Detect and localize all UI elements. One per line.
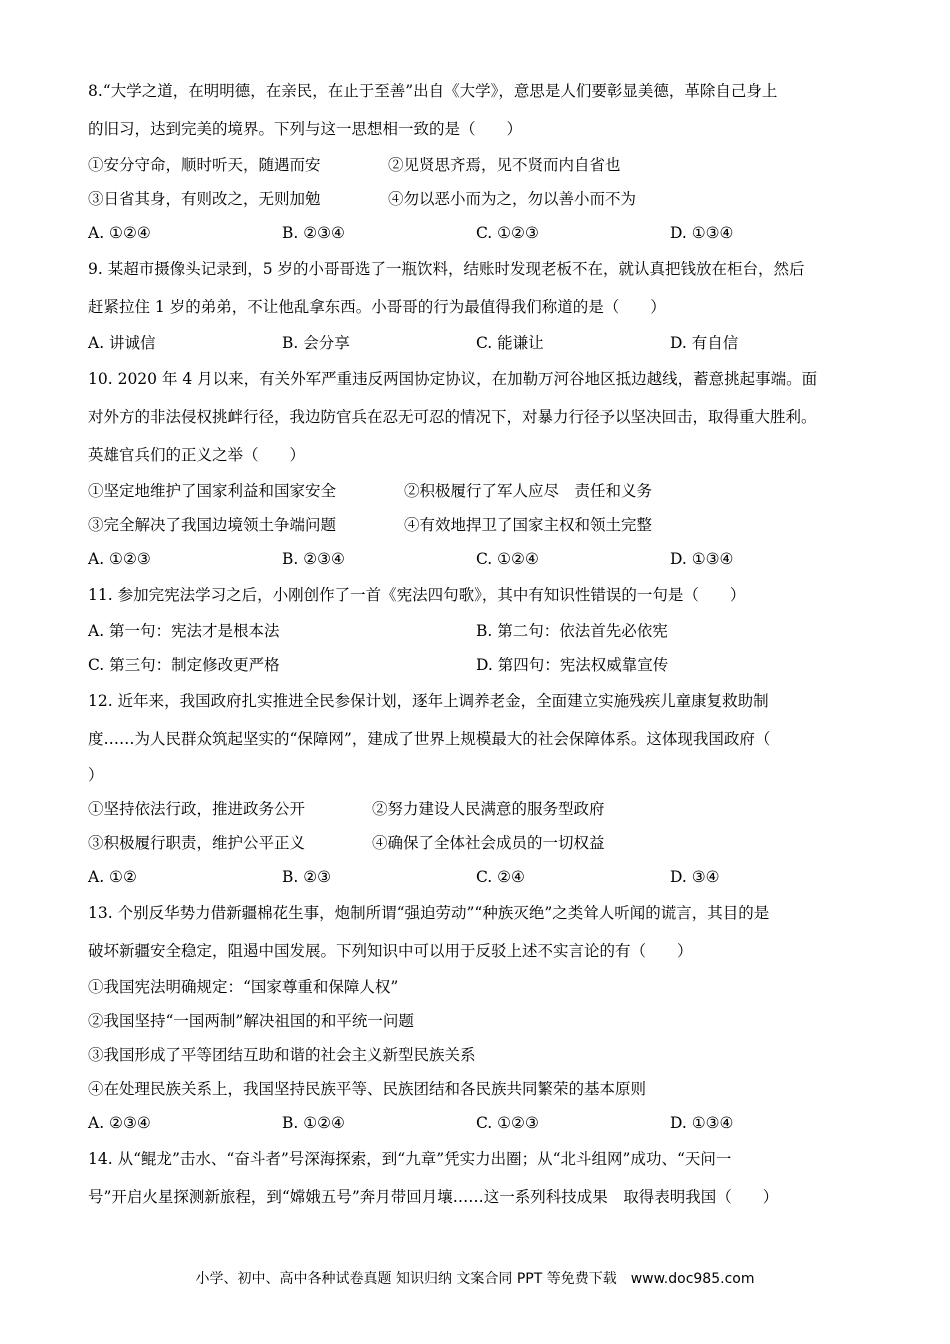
option-a: A. ①② xyxy=(88,868,137,886)
options-row xyxy=(88,860,868,894)
statement-2: ②见贤思齐焉，见不贤而内自省也 xyxy=(388,156,621,174)
option-d: D. 第四句：宪法权威靠宣传 xyxy=(476,656,669,674)
option-a: A. ②③④ xyxy=(88,1114,151,1132)
question-11 xyxy=(88,576,868,682)
question-stem: 破坏新疆安全稳定，阻遏中国发展。下列知识中可以用于反驳上述不实言论的有（ ） xyxy=(88,942,693,960)
question-stem: 13. 个别反华势力借新疆棉花生事，炮制所谓“强迫劳动”“种族灭绝”之类耸人听闻的谎言，其目的是 xyxy=(88,904,770,922)
option-c: C. 能谦让 xyxy=(476,334,544,352)
options-row xyxy=(88,648,868,682)
statement-2: ②努力建设人民满意的服务型政府 xyxy=(372,800,605,818)
statement-1: ①坚定地维护了国家利益和国家安全 xyxy=(88,482,337,500)
question-stem: 英雄官兵们的正义之举（ ） xyxy=(88,446,306,464)
question-8 xyxy=(88,72,868,250)
option-d: D. ①③④ xyxy=(670,1114,734,1132)
option-b: B. ②③④ xyxy=(282,224,345,242)
options-row xyxy=(88,326,868,360)
statement-2: ②我国坚持“一国两制”解决祖国的和平统一问题 xyxy=(88,1012,414,1030)
option-b: B. ①②④ xyxy=(282,1114,345,1132)
question-stem: 赶紧拉住 1 岁的弟弟，不让他乱拿东西。小哥哥的行为最值得我们称道的是（ ） xyxy=(88,298,666,316)
question-10 xyxy=(88,360,868,576)
option-b: B. ②③ xyxy=(282,868,332,886)
question-stem: 号”开启火星探测新旅程，到“嫦娥五号”奔月带回月壤……这一系列科技成果 取得表明我国（ ） xyxy=(88,1188,779,1206)
option-c: C. ①②④ xyxy=(476,550,539,568)
option-c: C. ②④ xyxy=(476,868,525,886)
options-row xyxy=(88,216,868,250)
question-9 xyxy=(88,250,868,360)
statement-row xyxy=(88,826,868,860)
question-13 xyxy=(88,894,868,1140)
option-a: A. 第一句：宪法才是根本法 xyxy=(88,622,280,640)
statement-1: ①坚持依法行政，推进政务公开 xyxy=(88,800,306,818)
option-a: A. 讲诚信 xyxy=(88,334,156,352)
question-stem: 9. 某超市摄像头记录到，5 岁的小哥哥选了一瓶饮料，结账时发现老板不在，就认真把钱放在柜台，然后 xyxy=(88,260,805,278)
question-stem: 10. 2020 年 4 月以来，有关外军严重违反两国协定协议，在加勒万河谷地区抵边越线，蓄意挑起事端。面 xyxy=(88,370,818,388)
statement-3: ③积极履行职责，维护公平正义 xyxy=(88,834,306,852)
question-stem: 14. 从“鲲龙”击水、“奋斗者”号深海探索，到“九章”凭实力出圈；从“北斗组网”成功、“天问一 xyxy=(88,1150,732,1168)
statement-row xyxy=(88,474,868,508)
statement-row xyxy=(88,508,868,542)
statement-4: ④在处理民族关系上，我国坚持民族平等、民族团结和各民族共同繁荣的基本原则 xyxy=(88,1080,647,1098)
option-b: B. 会分享 xyxy=(282,334,350,352)
option-b: B. ②③④ xyxy=(282,550,345,568)
statement-1: ①安分守命，顺时听天，随遇而安 xyxy=(88,156,321,174)
question-stem: 11. 参加完宪法学习之后，小刚创作了一首《宪法四句歌》，其中有知识性错误的一句是（ ） xyxy=(88,586,746,604)
option-a: A. ①②③ xyxy=(88,550,151,568)
page-footer: 小学、初中、高中各种试卷真题 知识归纳 文案合同 PPT 等免费下载 www.doc985.com xyxy=(195,1271,755,1287)
option-d: D. 有自信 xyxy=(670,334,739,352)
statement-3: ③我国形成了平等团结互助和谐的社会主义新型民族关系 xyxy=(88,1046,476,1064)
statement-4: ④确保了全体社会成员的一切权益 xyxy=(372,834,605,852)
option-b: B. 第二句：依法首先必依宪 xyxy=(476,622,668,640)
options-row xyxy=(88,614,868,648)
statement-3: ③日省其身，有则改之，无则加勉 xyxy=(88,190,321,208)
options-row xyxy=(88,1106,868,1140)
option-c: C. ①②③ xyxy=(476,224,539,242)
statement-4: ④勿以恶小而为之，勿以善小而不为 xyxy=(388,190,637,208)
option-d: D. ①③④ xyxy=(670,224,734,242)
statement-3: ③完全解决了我国边境领土争端问题 xyxy=(88,516,337,534)
statement-row xyxy=(88,182,868,216)
statement-1: ①我国宪法明确规定：“国家尊重和保障人权” xyxy=(88,978,399,996)
question-stem: 的旧习，达到完美的境界。下列与这一思想相一致的是（ ） xyxy=(88,120,523,138)
options-row xyxy=(88,542,868,576)
statement-4: ④有效地捍卫了国家主权和领土完整 xyxy=(404,516,653,534)
question-stem: 对外方的非法侵权挑衅行径，我边防官兵在忍无可忍的情况下，对暴力行径予以坚决回击，取得重大胜利。 xyxy=(88,408,817,426)
option-d: D. ③④ xyxy=(670,868,720,886)
question-stem: ） xyxy=(88,766,104,784)
exam-page xyxy=(88,72,868,1216)
statement-row xyxy=(88,148,868,182)
statement-row xyxy=(88,792,868,826)
question-stem: 度……为人民群众筑起坚实的“保障网”，建成了世界上规模最大的社会保障体系。这体现我国政府（ xyxy=(88,730,771,748)
option-d: D. ①③④ xyxy=(670,550,734,568)
option-a: A. ①②④ xyxy=(88,224,151,242)
statement-2: ②积极履行了军人应尽 责任和义务 xyxy=(404,482,653,500)
question-stem: 12. 近年来，我国政府扎实推进全民参保计划，逐年上调养老金，全面建立实施残疾儿童康复救助制 xyxy=(88,692,769,710)
question-14 xyxy=(88,1140,868,1216)
option-c: C. 第三句：制定修改更严格 xyxy=(88,656,280,674)
option-c: C. ①②③ xyxy=(476,1114,539,1132)
question-12 xyxy=(88,682,868,894)
question-stem: 8.“大学之道，在明明德，在亲民，在止于至善”出自《大学》，意思是人们要彰显美德，革除自己身上 xyxy=(88,82,778,100)
